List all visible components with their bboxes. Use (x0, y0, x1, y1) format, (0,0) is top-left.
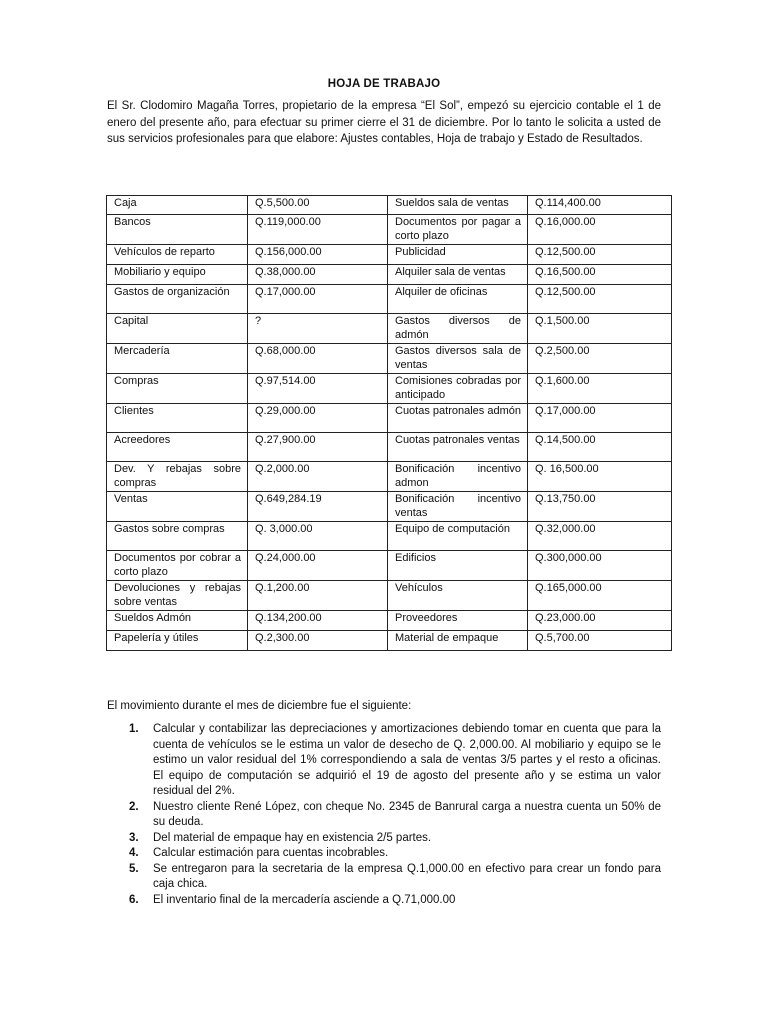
list-item-text: Calcular estimación para cuentas incobrables. (153, 847, 389, 859)
account-amount-cell: Q.2,300.00 (248, 631, 388, 651)
account-amount-cell: Q.13,750.00 (528, 492, 672, 522)
account-name-cell: Devoluciones y rebajas sobre ventas (107, 581, 248, 611)
account-name-cell: Sueldos sala de ventas (388, 196, 528, 215)
account-amount-cell: Q.12,500.00 (528, 245, 672, 265)
table-row (107, 551, 672, 581)
account-name-cell: Caja (107, 196, 248, 215)
account-amount-cell: Q.2,000.00 (248, 462, 388, 492)
account-amount-cell: Q.16,500.00 (528, 265, 672, 285)
account-amount-cell: Q.16,000.00 (528, 215, 672, 245)
table-row (107, 344, 672, 374)
list-item-text: Calcular y contabilizar las depreciaciones y amortizaciones debiendo tomar en cuenta que para la cuenta de vehículos se le estima un valor de desecho de Q. 2,000.00. Al mobiliario y equipo se le estimo un valor residual del 1% correspondiendo a sala de ventas 3/5 partes y el resto a oficinas. El equipo de computación se adquirió el 19 de agosto del presente año y se estima un valor residual del 2%. (153, 723, 661, 797)
account-amount-cell: Q.29,000.00 (248, 404, 388, 433)
account-name-cell: Papelería y útiles (107, 631, 248, 651)
account-name-cell: Proveedores (388, 611, 528, 631)
account-amount-cell: ? (248, 314, 388, 344)
table-row (107, 314, 672, 344)
account-name-cell: Documentos por cobrar a corto plazo (107, 551, 248, 581)
list-item-number: 1. (129, 723, 139, 735)
table-row (107, 462, 672, 492)
account-name-cell: Vehículos (388, 581, 528, 611)
table-row (107, 215, 672, 245)
list-item-number: 4. (129, 847, 139, 859)
account-amount-cell: Q.24,000.00 (248, 551, 388, 581)
list-item-text: Nuestro cliente René López, con cheque No. 2345 de Banrural carga a nuestra cuenta un 50% de su deuda. (153, 800, 661, 828)
account-name-cell: Gastos diversos sala de ventas (388, 344, 528, 374)
table-row (107, 196, 672, 215)
account-amount-cell: Q.5,500.00 (248, 196, 388, 215)
account-name-cell: Dev. Y rebajas sobre compras (107, 462, 248, 492)
account-name-cell: Alquiler de oficinas (388, 285, 528, 314)
account-amount-cell: Q.97,514.00 (248, 374, 388, 404)
account-name-cell: Gastos diversos de admón (388, 314, 528, 344)
account-name-cell: Bancos (107, 215, 248, 245)
account-name-cell: Bonificación incentivo admon (388, 462, 528, 492)
account-amount-cell: Q.165,000.00 (528, 581, 672, 611)
list-item (107, 846, 661, 862)
account-amount-cell: Q.32,000.00 (528, 522, 672, 551)
table-row (107, 522, 672, 551)
account-amount-cell: Q.2,500.00 (528, 344, 672, 374)
account-amount-cell: Q.17,000.00 (248, 285, 388, 314)
list-item-text: Del material de empaque hay en existencia 2/5 partes. (153, 831, 432, 844)
movements-intro: El movimiento durante el mes de diciembre fue el siguiente: (107, 700, 412, 712)
account-name-cell: Ventas (107, 492, 248, 522)
table-row (107, 374, 672, 404)
account-amount-cell: Q.68,000.00 (248, 344, 388, 374)
account-amount-cell: Q.1,500.00 (528, 314, 672, 344)
list-item-number: 6. (129, 893, 139, 906)
account-name-cell: Mercadería (107, 344, 248, 374)
account-name-cell: Acreedores (107, 433, 248, 462)
account-amount-cell: Q. 3,000.00 (248, 522, 388, 551)
list-item (107, 862, 661, 893)
accounts-table (106, 195, 672, 651)
account-amount-cell: Q.12,500.00 (528, 285, 672, 314)
account-name-cell: Vehículos de reparto (107, 245, 248, 265)
account-name-cell: Documentos por pagar a corto plazo (388, 215, 528, 245)
list-item (107, 722, 661, 800)
account-name-cell: Cuotas patronales ventas (388, 433, 528, 462)
table-row (107, 245, 672, 265)
table-row (107, 433, 672, 462)
table-row (107, 581, 672, 611)
table-row (107, 265, 672, 285)
account-amount-cell: Q.114,400.00 (528, 196, 672, 215)
list-item (107, 800, 661, 831)
movements-list (107, 722, 661, 908)
account-amount-cell: Q.5,700.00 (528, 631, 672, 651)
intro-paragraph: El Sr. Clodomiro Magaña Torres, propietario de la empresa “El Sol”, empezó su ejercicio contable el 1 de enero del presente año, para efectuar su primer cierre el 31 de diciembre. Por lo tanto le solicita a usted de sus servicios profesionales para que elabore: Ajustes contables, Hoja de trabajo y Estado de Resultados. (107, 100, 661, 145)
page-title: HOJA DE TRABAJO (327, 78, 441, 90)
account-amount-cell: Q.27,900.00 (248, 433, 388, 462)
account-name-cell: Edificios (388, 551, 528, 581)
account-amount-cell: Q.134,200.00 (248, 611, 388, 631)
account-amount-cell: Q.1,200.00 (248, 581, 388, 611)
account-amount-cell: Q.17,000.00 (528, 404, 672, 433)
table-row (107, 631, 672, 651)
account-name-cell: Compras (107, 374, 248, 404)
account-amount-cell: Q.649,284.19 (248, 492, 388, 522)
account-name-cell: Clientes (107, 404, 248, 433)
account-name-cell: Mobiliario y equipo (107, 265, 248, 285)
account-name-cell: Bonificación incentivo ventas (388, 492, 528, 522)
account-amount-cell: Q.23,000.00 (528, 611, 672, 631)
account-name-cell: Capital (107, 314, 248, 344)
list-item (107, 893, 661, 909)
table-row (107, 404, 672, 433)
account-name-cell: Sueldos Admón (107, 611, 248, 631)
list-item-text: Se entregaron para la secretaria de la empresa Q.1,000.00 en efectivo para crear un fondo para caja chica. (153, 862, 661, 890)
list-item-number: 2. (129, 800, 139, 813)
account-amount-cell: Q.1,600.00 (528, 374, 672, 404)
account-amount-cell: Q.156,000.00 (248, 245, 388, 265)
account-name-cell: Publicidad (388, 245, 528, 265)
account-amount-cell: Q.38,000.00 (248, 265, 388, 285)
account-name-cell: Comisiones cobradas por anticipado (388, 374, 528, 404)
list-item-text: El inventario final de la mercadería asciende a Q.71,000.00 (153, 893, 456, 906)
account-name-cell: Gastos de organización (107, 285, 248, 314)
account-name-cell: Alquiler sala de ventas (388, 265, 528, 285)
account-name-cell: Cuotas patronales admón (388, 404, 528, 433)
table-row (107, 285, 672, 314)
account-name-cell: Equipo de computación (388, 522, 528, 551)
table-row (107, 611, 672, 631)
account-name-cell: Gastos sobre compras (107, 522, 248, 551)
list-item-number: 3. (129, 831, 139, 844)
list-item (107, 831, 661, 847)
table-row (107, 492, 672, 522)
account-amount-cell: Q.14,500.00 (528, 433, 672, 462)
account-name-cell: Material de empaque (388, 631, 528, 651)
account-amount-cell: Q. 16,500.00 (528, 462, 672, 492)
list-item-number: 5. (129, 862, 139, 875)
account-amount-cell: Q.300,000.00 (528, 551, 672, 581)
account-amount-cell: Q.119,000.00 (248, 215, 388, 245)
